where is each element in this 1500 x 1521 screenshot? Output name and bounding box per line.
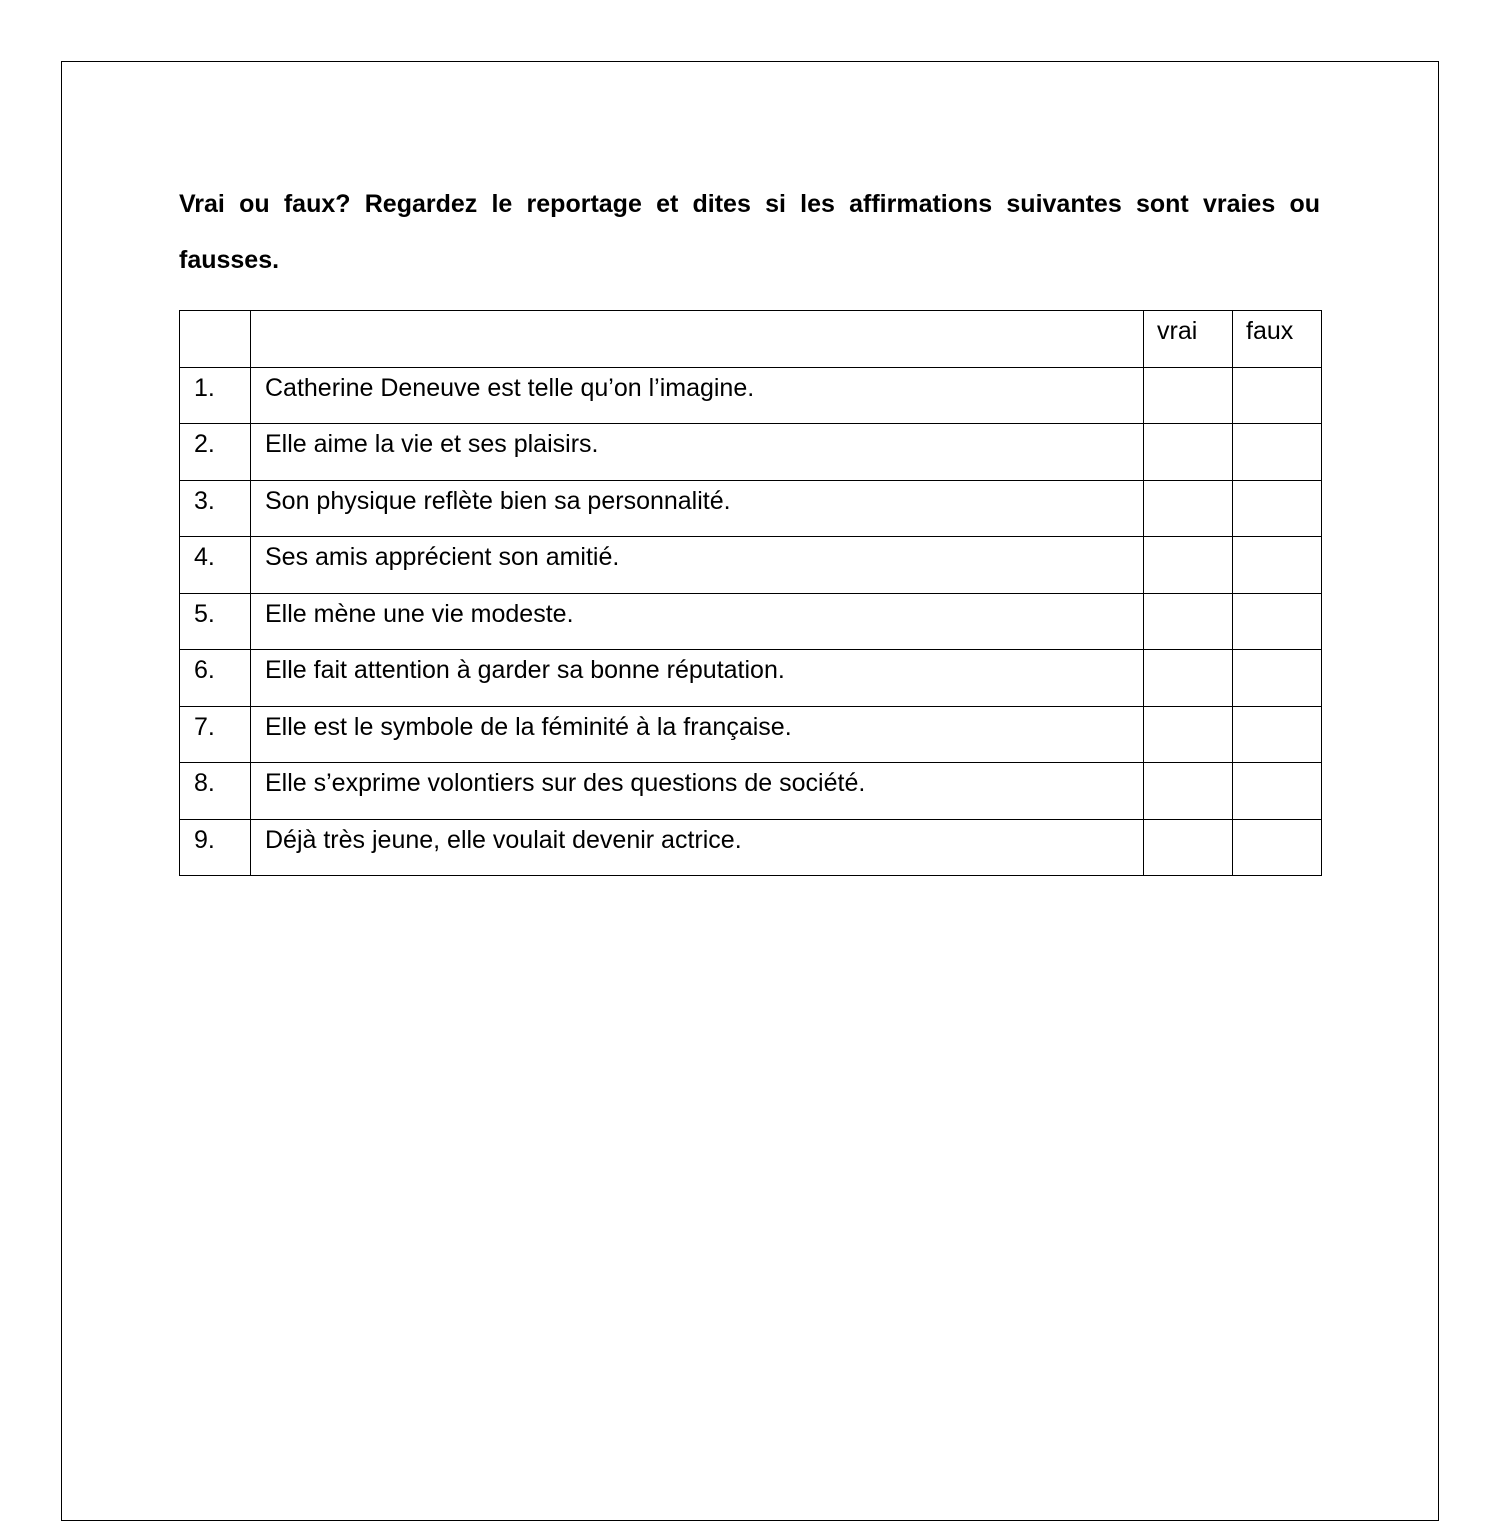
row-statement: Elle est le symbole de la féminité à la française. <box>251 706 1144 763</box>
faux-answer-cell[interactable] <box>1233 763 1322 820</box>
row-statement: Ses amis apprécient son amitié. <box>251 537 1144 594</box>
vrai-answer-cell[interactable] <box>1144 706 1233 763</box>
table-header-row <box>180 311 1322 368</box>
faux-answer-cell[interactable] <box>1233 706 1322 763</box>
row-number: 4. <box>180 537 251 594</box>
vrai-answer-cell[interactable] <box>1144 480 1233 537</box>
row-statement: Son physique reflète bien sa personnalité. <box>251 480 1144 537</box>
vrai-answer-cell[interactable] <box>1144 763 1233 820</box>
table-row <box>180 819 1322 876</box>
faux-answer-cell[interactable] <box>1233 593 1322 650</box>
header-statement-cell <box>251 311 1144 368</box>
faux-answer-cell[interactable] <box>1233 480 1322 537</box>
faux-answer-cell[interactable] <box>1233 537 1322 594</box>
vrai-answer-cell[interactable] <box>1144 424 1233 481</box>
header-faux: faux <box>1233 311 1322 368</box>
row-number: 5. <box>180 593 251 650</box>
table-row <box>180 424 1322 481</box>
faux-answer-cell[interactable] <box>1233 650 1322 707</box>
table-row <box>180 367 1322 424</box>
table-row <box>180 763 1322 820</box>
faux-answer-cell[interactable] <box>1233 367 1322 424</box>
row-number: 7. <box>180 706 251 763</box>
vrai-answer-cell[interactable] <box>1144 593 1233 650</box>
table-row <box>180 706 1322 763</box>
table-row <box>180 650 1322 707</box>
row-statement: Elle mène une vie modeste. <box>251 593 1144 650</box>
row-number: 3. <box>180 480 251 537</box>
vrai-answer-cell[interactable] <box>1144 650 1233 707</box>
row-number: 9. <box>180 819 251 876</box>
row-statement: Elle aime la vie et ses plaisirs. <box>251 424 1144 481</box>
row-statement: Catherine Deneuve est telle qu’on l’imagine. <box>251 367 1144 424</box>
row-statement: Déjà très jeune, elle voulait devenir actrice. <box>251 819 1144 876</box>
vrai-answer-cell[interactable] <box>1144 537 1233 594</box>
row-number: 1. <box>180 367 251 424</box>
instructions: Vrai ou faux? Regardez le reportage et dites si les affirmations suivantes sont vraies ou fausses. <box>179 190 1320 274</box>
row-number: 6. <box>180 650 251 707</box>
table-row <box>180 593 1322 650</box>
row-statement: Elle fait attention à garder sa bonne réputation. <box>251 650 1144 707</box>
faux-answer-cell[interactable] <box>1233 819 1322 876</box>
faux-answer-cell[interactable] <box>1233 424 1322 481</box>
true-false-table <box>179 310 1322 876</box>
table-row <box>180 480 1322 537</box>
row-number: 2. <box>180 424 251 481</box>
header-vrai: vrai <box>1144 311 1233 368</box>
vrai-answer-cell[interactable] <box>1144 367 1233 424</box>
vrai-answer-cell[interactable] <box>1144 819 1233 876</box>
row-statement: Elle s’exprime volontiers sur des questions de société. <box>251 763 1144 820</box>
table-row <box>180 537 1322 594</box>
row-number: 8. <box>180 763 251 820</box>
header-number-cell <box>180 311 251 368</box>
